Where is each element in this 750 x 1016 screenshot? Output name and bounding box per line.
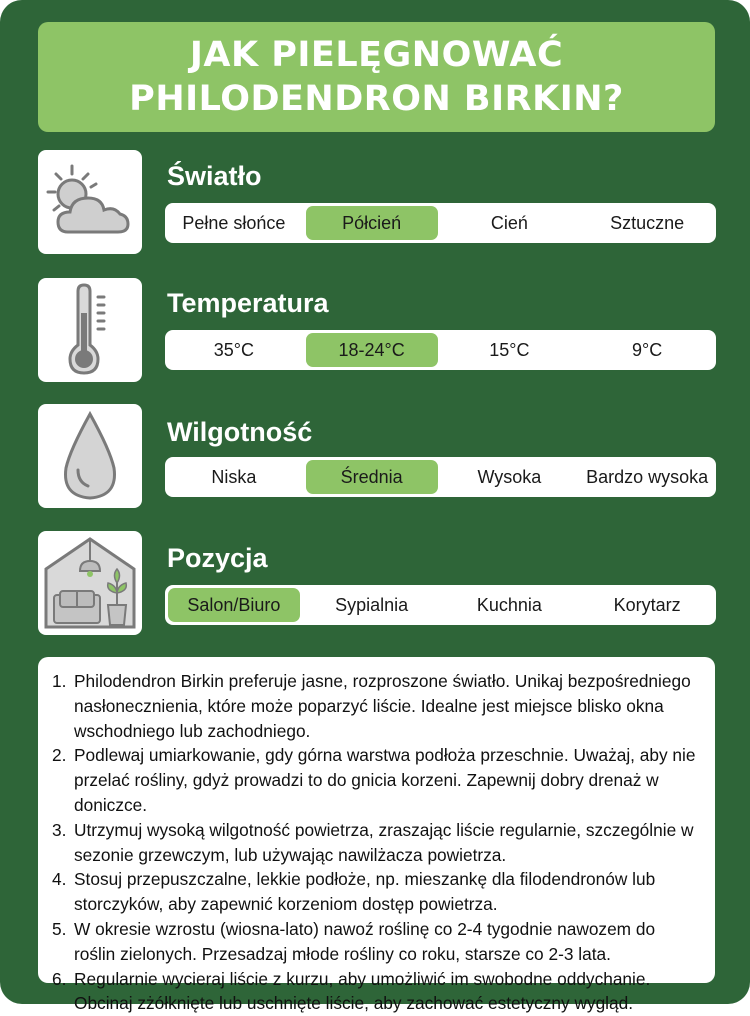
position-option-kitchen[interactable]: Kuchnia [476,594,542,615]
section-title-temperature: Temperatura [167,288,329,318]
title-line-2: PHILODENDRON BIRKIN? [129,79,624,119]
light-option-shade[interactable]: Cień [490,212,528,233]
section-title-position: Pozycja [167,543,268,573]
list-number: 5. [52,918,67,939]
temperature-selector [165,330,716,370]
title-banner [38,22,715,132]
temperature-option-9[interactable]: 9°C [632,339,663,360]
title-line-1: JAK PIELĘGNOWAĆ [189,35,564,75]
humidity-option-very-high[interactable]: Bardzo wysoka [586,466,709,487]
list-text: W okresie wzrostu (wiosna-lato) nawoź roślinę co 2-4 tygodnie nawozem do roślin zielonych. Przesadzaj młode rośliny co roku, starsze co 2-3 lata. [74,918,656,964]
position-option-living-room[interactable]: Salon/Biuro [168,588,300,622]
position-selector [165,585,716,625]
humidity-option-high[interactable]: Wysoka [477,466,542,487]
thermometer-icon-box [38,278,142,382]
list-number: 4. [52,869,67,890]
thermometer-icon [60,283,120,377]
water-drop-icon [58,410,122,502]
position-option-hallway[interactable]: Korytarz [613,594,681,615]
light-option-partial-shade[interactable]: Półcień [306,206,438,240]
section-title-light: Światło [167,161,262,191]
list-number: 1. [52,671,67,691]
list-text: Philodendron Birkin preferuje jasne, rozproszone światło. Unikaj bezpośredniego nasłonecznienia, które może poparzyć liście. Idealne jest miejsce blisko okna wschodniego lub zachodniego. [74,671,691,741]
list-item [52,967,699,1016]
position-option-bedroom[interactable]: Sypialnia [335,594,409,615]
light-option-full-sun[interactable]: Pełne słońce [182,212,286,233]
list-text: Regularnie wycieraj liście z kurzu, aby umożliwić im swobodne oddychanie. Obcinaj zżółknięte lub uschnięte liście, aby zachować estetyczny wygląd. [74,968,651,1014]
list-number: 2. [52,745,67,766]
room-icon [42,535,138,631]
care-notes-panel [38,657,715,1014]
list-number: 6. [52,968,67,989]
list-number: 3. [52,819,67,840]
list-item [52,818,699,868]
list-item [52,743,699,817]
room-icon-box [38,531,142,635]
temperature-option-18-24[interactable]: 18-24°C [306,333,438,367]
section-title-humidity: Wilgotność [167,417,313,447]
humidity-option-medium[interactable]: Średnia [306,460,438,494]
list-item [52,917,699,967]
temperature-option-15[interactable]: 15°C [489,339,530,360]
humidity-selector [165,457,716,497]
list-text: Podlewaj umiarkowanie, gdy górna warstwa podłoża przeschnie. Uważaj, aby nie przelać rośliny, gdyż prowadzi to do gnicia korzeni. Zapewnij dobry drenaż w doniczce. [74,745,696,815]
water-drop-icon-box [38,404,142,508]
sun-cloud-icon [44,162,136,242]
list-text: Stosuj przepuszczalne, lekkie podłoże, np. mieszankę dla filodendronów lub storczyków, aby zapewnić korzeniom dostęp powietrza. [74,869,656,915]
list-text: Utrzymuj wysoką wilgotność powietrza, zraszając liście regularnie, szczególnie w sezonie grzewczym, lub używając nawilżacza powietrza. [74,819,694,865]
care-notes-list [52,669,699,1016]
humidity-option-low[interactable]: Niska [211,466,257,487]
list-item [52,867,699,917]
list-item [52,669,699,743]
light-option-artificial[interactable]: Sztuczne [610,212,685,233]
temperature-option-35[interactable]: 35°C [213,339,254,360]
sun-cloud-icon-box [38,150,142,254]
light-selector [165,203,716,243]
